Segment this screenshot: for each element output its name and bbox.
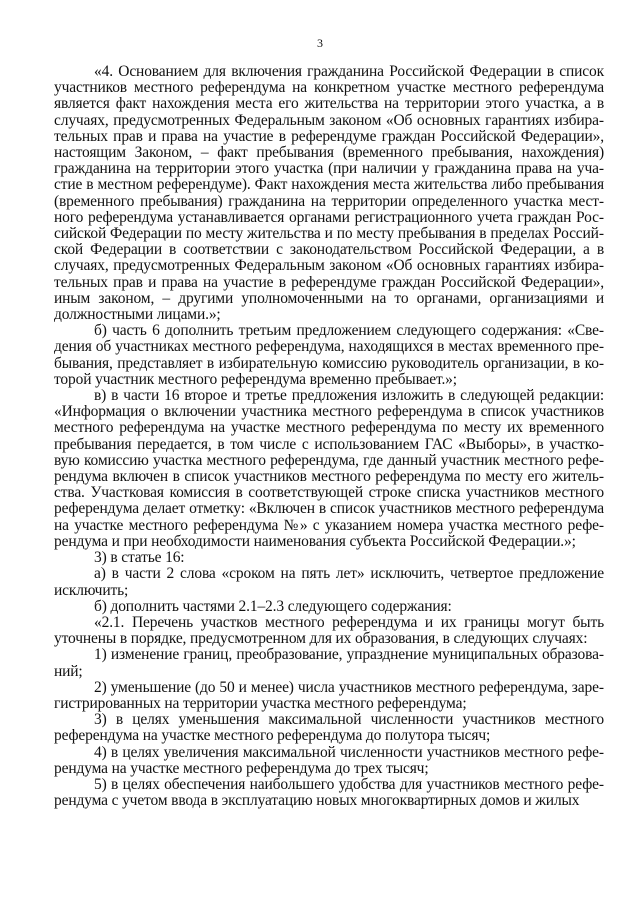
paragraph-part-6: б) часть 6 дополнить третьим предложением следующего содержания: «Сведения об участниках местного референдума, находящихся в местах временного пребывания, представляет в избирательную комиссию руководитель организации, в которой участник местного референдума временно пребывает.»; <box>54 322 604 388</box>
paragraph-article-16-heading: 3) в статье 16: <box>94 549 185 567</box>
list-item-4: 4) в целях увеличения максимальной численности участников местного референдума на участке местного референдума до трех тысяч; <box>54 743 604 777</box>
page-number: 3 <box>317 36 323 50</box>
list-item-2: 2) уменьшение (до 50 и менее) числа участников местного референдума, зарегистрированных на территории участка местного референдума; <box>54 678 604 712</box>
document-body <box>54 64 604 809</box>
paragraph-part-2-1: «2.1. Перечень участков местного референдума и их границы могут быть уточнены в порядке, предусмотренном для их образования, в следующих случаях: <box>54 613 604 648</box>
list-item-5: 5) в целях обеспечения наибольшего удобства для участников местного референдума с учетом ввода в эксплуатацию новых многоквартирных домов и жилых <box>54 775 604 810</box>
list-item-1: 1) изменение границ, преобразование, упразднение муниципальных образований; <box>54 646 604 680</box>
paragraph-article-4: «4. Основанием для включения гражданина Российской Федерации в список участников местного референдума на конкретном участке местного референдума является факт нахождения места его жительства на территории этого участка, а в случаях, предусмотренных Федеральным законом «Об основных гарантиях избирательных прав и права на участие в референдуме граждан Российской Федерации», настоящим Законом, – факт пребывания (временного пребывания, нахождения) гражданина на территории этого участка (при наличии у гражданина права на участие в местном референдуме). Факт нахождения места жительства либо пребывания (временного пребывания) гражданина на территории определенного участка местного референдума устанавливается органами регистрационного учета граждан Российской Федерации по месту жительства и по месту пребывания в пределах Российской Федерации в соответствии с законодательством Российской Федерации, а в случаях, предусмотренных Федеральным законом «Об основных гарантиях избирательных прав и права на участие в референдуме граждан Российской Федерации», иным законом, – другими уполномоченными на то органами, организациями и должностными лицами.»; <box>54 63 604 324</box>
paragraph-part-16: в) в части 16 второе и третье предложения изложить в следующей редакции: «Информация о включении участника местного референдума в список участников местного референдума на участке местного референдума по месту их временного пребывания передается, в том числе с использованием ГАС «Выборы», в участковую комиссию участка местного референдума, где данный участник местного референдума включен в список участников местного референдума по месту его жительства. Участковая комиссия в соответствующей строке списка участников местного референдума делает отметку: «Включен в список участников местного референдума на участке местного референдума №» с указанием номера участка местного референдума и при необходимости наименования субъекта Российской Федерации.»; <box>54 387 604 550</box>
paragraph-item-a: а) в части 2 слова «сроком на пять лет» исключить, четвертое предложение исключить; <box>54 565 604 599</box>
paragraph-item-b: б) дополнить частями 2.1–2.3 следующего содержания: <box>94 597 452 615</box>
list-item-3: 3) в целях уменьшения максимальной численности участников местного референдума на участке местного референдума до полутора тысяч; <box>54 711 604 745</box>
